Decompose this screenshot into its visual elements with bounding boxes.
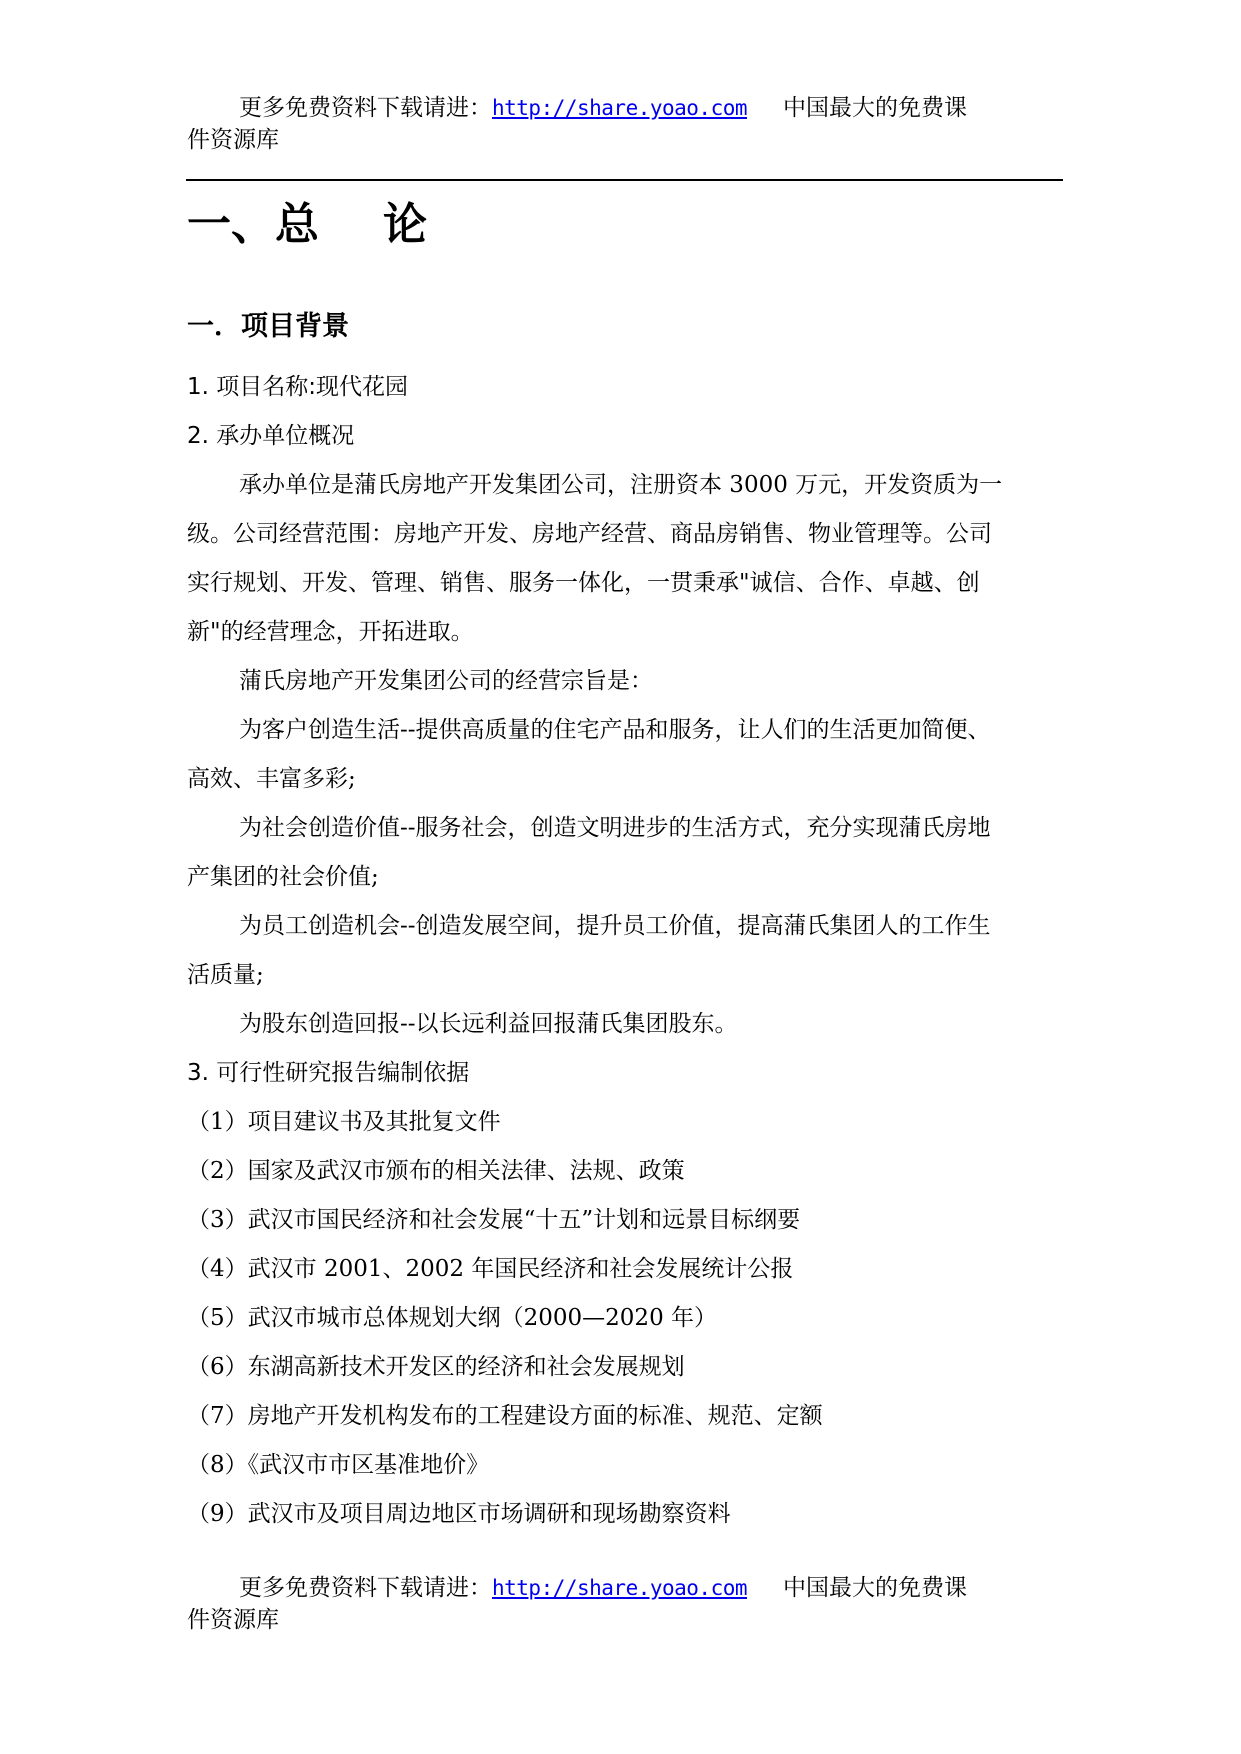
- header-note-suffix: 中国最大的免费课: [783, 95, 968, 121]
- chapter-title-head: 一、总: [187, 199, 319, 250]
- paragraph-line: 活质量;: [187, 962, 264, 988]
- list-item: （8）《武汉市市区基准地价》: [187, 1452, 490, 1478]
- list-item: （1）项目建议书及其批复文件: [187, 1109, 501, 1135]
- footer-note: [187, 1572, 1067, 1636]
- header-download-link[interactable]: http://share.yoao.com: [492, 96, 748, 120]
- header-note-line1: [187, 92, 1067, 124]
- item-organizer: 2. 承办单位概况: [187, 423, 355, 449]
- paragraph-line: 实行规划、开发、管理、销售、服务一体化，一贯秉承"诚信、合作、卓越、创: [187, 570, 980, 596]
- list-item: （6）东湖高新技术开发区的经济和社会发展规划: [187, 1354, 685, 1380]
- paragraph-line: 为客户创造生活--提供高质量的住宅产品和服务，让人们的生活更加简便、: [239, 717, 991, 743]
- paragraph-line: 蒲氏房地产开发集团公司的经营宗旨是：: [239, 668, 653, 694]
- paragraph-line: 新"的经营理念，开拓进取。: [187, 619, 474, 645]
- list-item: （7）房地产开发机构发布的工程建设方面的标准、规范、定额: [187, 1403, 823, 1429]
- paragraph-line: 为员工创造机会--创造发展空间，提升员工价值，提高蒲氏集团人的工作生: [239, 913, 991, 939]
- paragraph-line: 级。公司经营范围：房地产开发、房地产经营、商品房销售、物业管理等。公司: [187, 521, 992, 547]
- chapter-title: [187, 195, 427, 255]
- paragraph-line: 承办单位是蒲氏房地产开发集团公司，注册资本 3000 万元，开发资质为一: [239, 472, 1003, 498]
- list-item: （9）武汉市及项目周边地区市场调研和现场勘察资料: [187, 1501, 731, 1527]
- footer-note-line2: 件资源库: [187, 1607, 279, 1633]
- paragraph-line: 产集团的社会价值;: [187, 864, 379, 890]
- footer-note-suffix: 中国最大的免费课: [783, 1575, 968, 1601]
- item-feasibility-basis: 3. 可行性研究报告编制依据: [187, 1060, 470, 1086]
- item-project-name: 1. 项目名称:现代花园: [187, 374, 409, 400]
- list-item: （4）武汉市 2001、2002 年国民经济和社会发展统计公报: [187, 1256, 794, 1282]
- header-note-line2: 件资源库: [187, 127, 279, 153]
- header-rule: [186, 179, 1063, 181]
- section-title: 一．项目背景: [187, 311, 349, 342]
- paragraph-line: 为股东创造回报--以长远利益回报蒲氏集团股东。: [239, 1011, 738, 1037]
- paragraph-line: 为社会创造价值--服务社会，创造文明进步的生活方式，充分实现蒲氏房地: [239, 815, 991, 841]
- list-item: （3）武汉市国民经济和社会发展“十五”计划和远景目标纲要: [187, 1207, 801, 1233]
- list-item: （5）武汉市城市总体规划大纲（2000—2020 年）: [187, 1305, 718, 1331]
- list-item: （2）国家及武汉市颁布的相关法律、法规、政策: [187, 1158, 685, 1184]
- paragraph-line: 高效、丰富多彩;: [187, 766, 356, 792]
- header-note: [187, 92, 1067, 156]
- footer-download-link[interactable]: http://share.yoao.com: [492, 1576, 748, 1600]
- chapter-title-tail: 论: [383, 199, 427, 250]
- header-note-prefix: 更多免费资料下载请进：: [239, 95, 492, 121]
- section-body: [187, 363, 1067, 1539]
- footer-note-prefix: 更多免费资料下载请进：: [239, 1575, 492, 1601]
- footer-note-line1: [187, 1572, 1067, 1604]
